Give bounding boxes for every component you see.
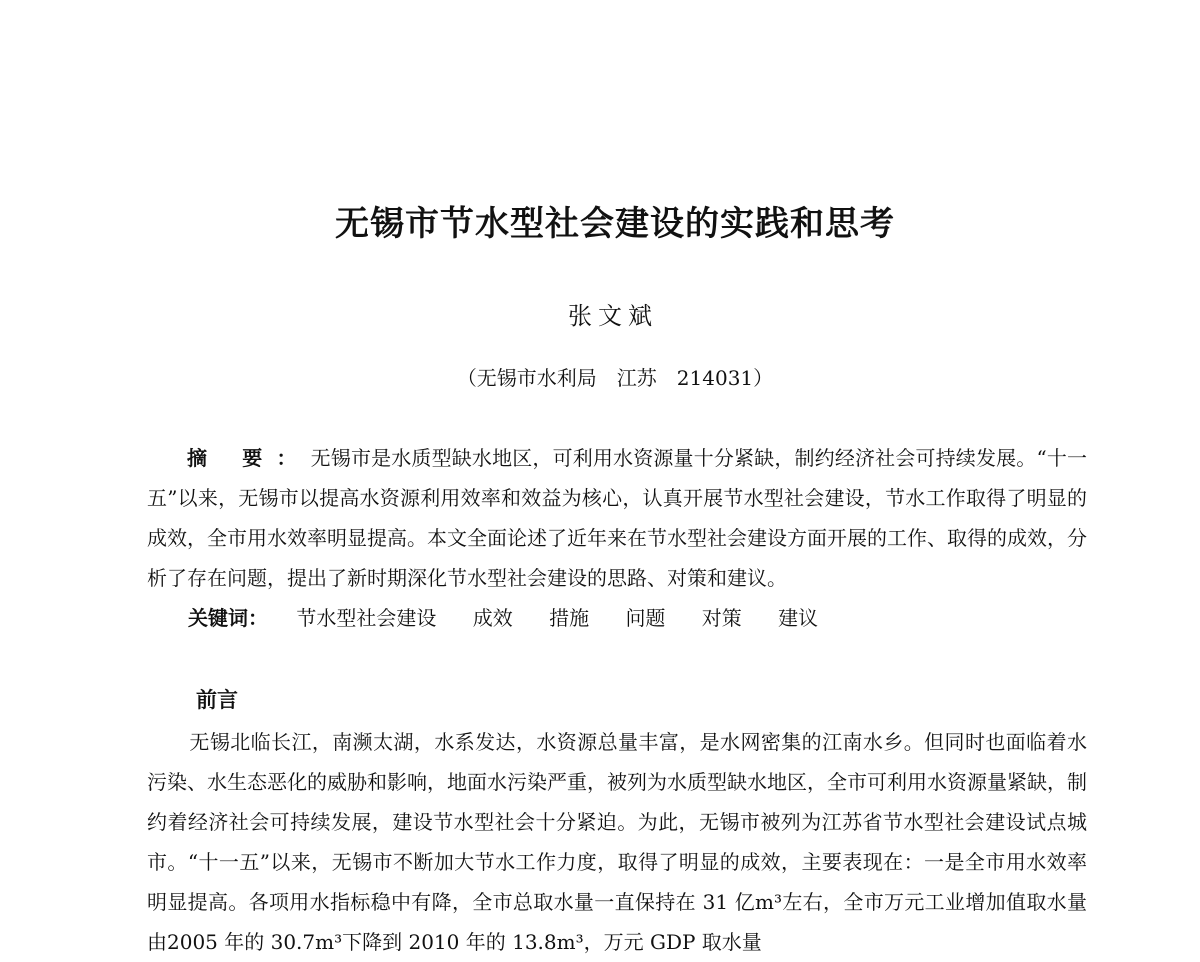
abstract — [147, 438, 1087, 598]
section-heading: 前言 — [196, 688, 238, 712]
keyword-item: 对策 — [701, 606, 742, 630]
paper-title: 无锡市节水型社会建设的实践和思考 — [335, 204, 895, 244]
author-affiliation: （无锡市水利局 江苏 214031） — [456, 366, 774, 390]
keyword-item: 措施 — [549, 606, 590, 630]
keywords — [188, 600, 848, 636]
abstract-text: 无锡市是水质型缺水地区，可利用水资源量十分紧缺，制约经济社会可持续发展。“十一五”以来，无锡市以提高水资源利用效率和效益为核心，认真开展节水型社会建设，节水工作取得了明显的成效，全市用水效率明显提高。本文全面论述了近年来在节水型社会建设方面开展的工作、取得的成效，分析了存在问题，提出了新时期深化节水型社会建设的思路、对策和建议。 — [147, 446, 1087, 590]
keyword-item: 节水型社会建设 — [296, 606, 437, 630]
intro-paragraph — [147, 722, 1087, 962]
keyword-item: 建议 — [778, 606, 819, 630]
keywords-label: 关键词： — [188, 606, 268, 630]
keyword-item: 成效 — [472, 606, 513, 630]
intro-text: 无锡北临长江，南濒太湖，水系发达，水资源总量丰富，是水网密集的江南水乡。但同时也面临着水污染、水生态恶化的威胁和影响，地面水污染严重，被列为水质型缺水地区，全市可利用水资源量紧缺，制约着经济社会可持续发展，建设节水型社会十分紧迫。为此，无锡市被列为江苏省节水型社会建设试点城市。“十一五”以来，无锡市不断加大节水工作力度，取得了明显的成效，主要表现在：一是全市用水效率明显提高。各项用水指标稳中有降，全市总取水量一直保持在 31 亿m³左右，全市万元工业增加值取水量由2005 年的 30.7m³下降到 2010 年的 13.8m³，万元 GDP 取水量 — [147, 730, 1087, 954]
keyword-item: 问题 — [625, 606, 666, 630]
author-name: 张文斌 — [568, 302, 658, 330]
abstract-label: 摘 要： — [187, 446, 311, 470]
